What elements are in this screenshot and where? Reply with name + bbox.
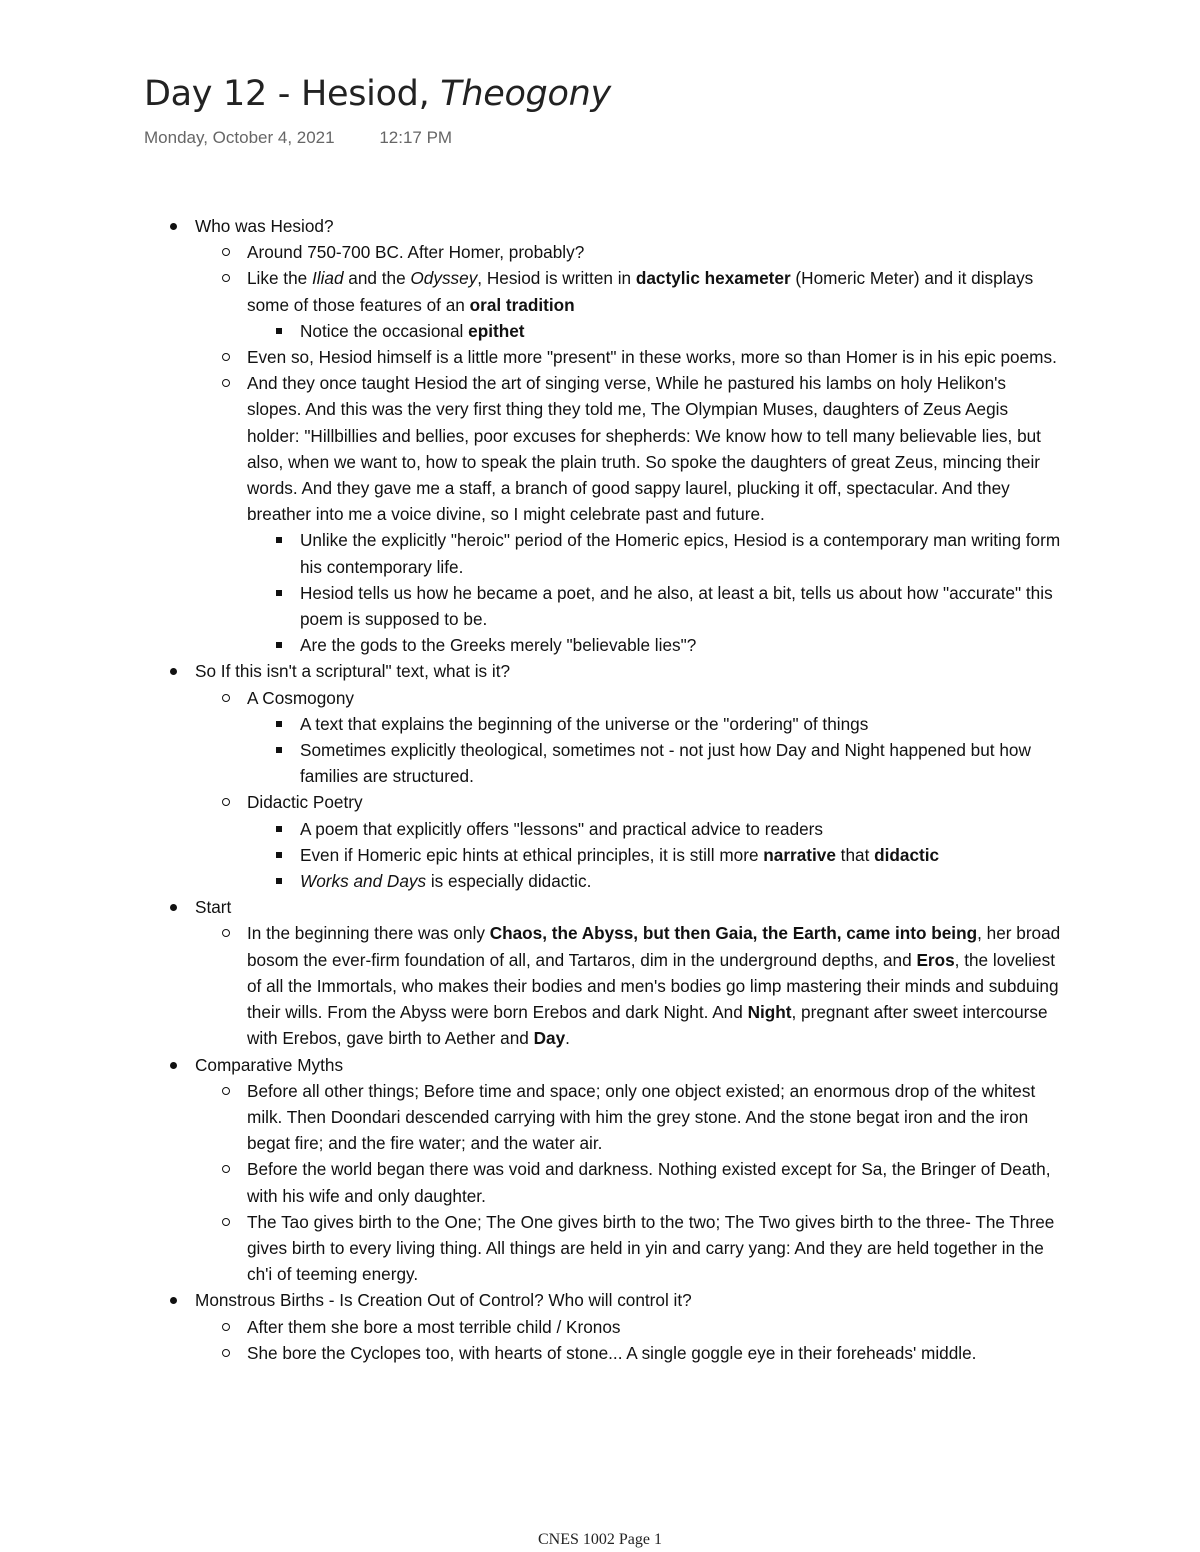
outline-text-segment: Hesiod tells us how he became a poet, and he also, at least a bit, tells us about how "accurate" this poem is supposed to be. xyxy=(300,582,1053,630)
hollow-circle-bullet-icon xyxy=(222,274,230,282)
outline-item-level-2 xyxy=(0,344,1065,370)
outline-text-segment: Unlike the explicitly "heroic" period of the Homeric epics, Hesiod is a contemporary man writing form his contemporary life. xyxy=(300,530,1061,577)
outline-item-level-3 xyxy=(0,527,1065,579)
hollow-circle-bullet-icon xyxy=(222,1323,230,1331)
outline-item-level-3 xyxy=(0,737,1065,789)
notes-outline xyxy=(0,213,1200,1366)
outline-item-level-3 xyxy=(0,711,1065,737)
outline-item-level-2 xyxy=(0,1314,1065,1340)
outline-item-level-3 xyxy=(0,816,1065,842)
outline-text-segment: In the beginning there was only xyxy=(247,923,490,944)
outline-text-segment: , Hesiod is written in xyxy=(477,268,636,289)
outline-item-level-2 xyxy=(0,920,1065,1051)
square-bullet-icon xyxy=(276,747,282,753)
outline-text-segment: A text that explains the beginning of the universe or the "ordering" of things xyxy=(300,713,869,734)
outline-item-level-2 xyxy=(0,789,1065,815)
square-bullet-icon xyxy=(276,721,282,727)
outline-text-segment: Sometimes explicitly theological, sometimes not - not just how Day and Night happened but how families are structured. xyxy=(300,740,1031,787)
square-bullet-icon xyxy=(276,826,282,832)
outline-item-level-2 xyxy=(0,1340,1065,1366)
square-bullet-icon xyxy=(276,537,282,543)
outline-text-segment: Who was Hesiod? xyxy=(195,216,334,236)
outline-text-segment: Works and Days xyxy=(300,871,427,892)
square-bullet-icon xyxy=(276,642,282,648)
outline-text-segment: So If this isn't a scriptural" text, what is it? xyxy=(195,661,511,682)
outline-text-segment: Didactic Poetry xyxy=(247,792,363,813)
hollow-circle-bullet-icon xyxy=(222,353,230,361)
outline-text-segment: didactic xyxy=(874,844,940,865)
page-footer: CNES 1002 Page 1 xyxy=(538,1531,662,1548)
hollow-circle-bullet-icon xyxy=(222,379,230,387)
outline-item-level-1 xyxy=(0,658,1065,684)
filled-circle-bullet-icon xyxy=(170,1062,177,1069)
hollow-circle-bullet-icon xyxy=(222,1218,230,1226)
outline-text-segment: Are the gods to the Greeks merely "believable lies"? xyxy=(300,635,697,656)
outline-text-segment: Iliad xyxy=(311,268,344,289)
outline-text-segment: oral tradition xyxy=(469,294,575,315)
hollow-circle-bullet-icon xyxy=(222,1349,230,1357)
title-prefix: Day 12 - Hesiod, xyxy=(144,74,441,114)
outline-item-level-2 xyxy=(0,1078,1065,1157)
square-bullet-icon xyxy=(276,590,282,596)
outline-text-segment: , the loveliest of all the Immortals, who makes their bodies and men's bodies go limp mastering their minds and subduing their wills. From the Abyss were born Erebos and dark Night. And xyxy=(247,949,1059,1023)
page-title xyxy=(144,74,611,114)
outline-item-level-3 xyxy=(0,842,1065,868)
hollow-circle-bullet-icon xyxy=(222,1165,230,1173)
filled-circle-bullet-icon xyxy=(170,668,177,675)
outline-item-level-1 xyxy=(0,894,1065,920)
outline-text-segment: Night xyxy=(747,1002,792,1023)
outline-item-level-2 xyxy=(0,1156,1065,1208)
outline-text-segment: Even so, Hesiod himself is a little more "present" in these works, more so than Homer is in his epic poems. xyxy=(247,347,1057,368)
outline-text-segment: (Homeric Meter) and it displays some of those features of an xyxy=(247,268,1034,315)
outline-text-segment: A poem that explicitly offers "lessons" and practical advice to readers xyxy=(300,818,824,839)
outline-text-segment: Start xyxy=(195,897,232,918)
outline-item-level-2 xyxy=(0,370,1065,527)
outline-text-segment: Around 750-700 BC. After Homer, probably? xyxy=(247,242,585,263)
hollow-circle-bullet-icon xyxy=(222,929,230,937)
hollow-circle-bullet-icon xyxy=(222,1087,230,1095)
outline-text-segment: , pregnant after sweet intercourse with Erebos, gave birth to Aether and xyxy=(247,1002,1048,1049)
outline-text-segment: Even if Homeric epic hints at ethical principles, it is still more xyxy=(300,844,764,865)
outline-item-level-3 xyxy=(0,868,1065,894)
outline-text-segment: , her broad bosom the ever-firm foundation of all, and Tartaros, dim in the underground depths, and xyxy=(247,923,1061,970)
outline-text-segment: epithet xyxy=(468,320,525,341)
outline-text-segment: is especially didactic. xyxy=(426,871,592,892)
outline-text-segment: Before all other things; Before time and space; only one object existed; an enormous drop of the whitest milk. Then Doondari descended carrying with him the grey stone. And the stone begat iron and the iron begat fire; and the fire water; and the water air. xyxy=(247,1080,1036,1154)
outline-item-level-1 xyxy=(0,213,1065,239)
outline-text-segment: After them she bore a most terrible child / Kronos xyxy=(247,1316,621,1337)
hollow-circle-bullet-icon xyxy=(222,798,230,806)
outline-text-segment: . xyxy=(565,1028,570,1049)
outline-text-segment: Monstrous Births - Is Creation Out of Control? Who will control it? xyxy=(195,1290,692,1311)
outline-item-level-2 xyxy=(0,1209,1065,1288)
outline-text-segment: Before the world began there was void and darkness. Nothing existed except for Sa, the Bringer of Death, with his wife and only daughter. xyxy=(247,1159,1051,1206)
hollow-circle-bullet-icon xyxy=(222,694,230,702)
outline-item-level-3 xyxy=(0,632,1065,658)
outline-item-level-3 xyxy=(0,318,1065,344)
page-date: Monday, October 4, 2021 xyxy=(144,128,335,147)
outline-text-segment: that xyxy=(835,844,875,865)
outline-item-level-1 xyxy=(0,1287,1065,1313)
outline-text-segment: Notice the occasional xyxy=(300,320,469,341)
outline-text-segment: and the xyxy=(343,268,411,289)
filled-circle-bullet-icon xyxy=(170,904,177,911)
outline-text-segment: She bore the Cyclopes too, with hearts of stone... A single goggle eye in their foreheads' middle. xyxy=(247,1342,977,1363)
outline-text-segment: Chaos, the Abyss, but then Gaia, the Earth, came into being xyxy=(489,923,978,944)
outline-item-level-1 xyxy=(0,1052,1065,1078)
outline-text-segment: Like the xyxy=(247,268,312,289)
title-italic: Theogony xyxy=(440,74,611,114)
outline-text-segment: And they once taught Hesiod the art of singing verse, While he pastured his lambs on holy Helikon's slopes. And this was the very first thing they told me, The Olympian Muses, daughters of Zeus Aegis holder: "Hillbillies and bellies, poor excuses for shepherds: We know how to tell many believable lies, but also, when we want to, how to speak the plain truth. So spoke the daughters of great Zeus, mincing their words. And they gave me a staff, a branch of good sappy laurel, plucking it off, spectacular. And they breather into me a voice divine, so I might celebrate past and future. xyxy=(247,373,1041,525)
outline-item-level-2 xyxy=(0,685,1065,711)
outline-item-level-2 xyxy=(0,265,1065,317)
outline-text-segment: dactylic hexameter xyxy=(635,268,791,289)
outline-text-segment: Odyssey xyxy=(410,268,478,289)
filled-circle-bullet-icon xyxy=(170,1297,177,1304)
page-time: 12:17 PM xyxy=(379,128,453,147)
square-bullet-icon xyxy=(276,328,282,334)
filled-circle-bullet-icon xyxy=(170,223,177,230)
page-timestamp xyxy=(144,128,452,148)
square-bullet-icon xyxy=(276,852,282,858)
outline-text-segment: Comparative Myths xyxy=(195,1054,344,1075)
square-bullet-icon xyxy=(276,878,282,884)
outline-text-segment: The Tao gives birth to the One; The One gives birth to the two; The Two gives birth to the three- The Three gives birth to every living thing. All things are held in yin and carry yang: And they are held together in the ch'i of teeming energy. xyxy=(247,1211,1055,1285)
outline-text-segment: Day xyxy=(533,1028,566,1049)
outline-text-segment: narrative xyxy=(763,844,836,865)
outline-item-level-2 xyxy=(0,239,1065,265)
outline-text-segment: Eros xyxy=(916,949,955,970)
outline-text-segment: A Cosmogony xyxy=(247,687,355,708)
hollow-circle-bullet-icon xyxy=(222,248,230,256)
outline-item-level-3 xyxy=(0,580,1065,632)
